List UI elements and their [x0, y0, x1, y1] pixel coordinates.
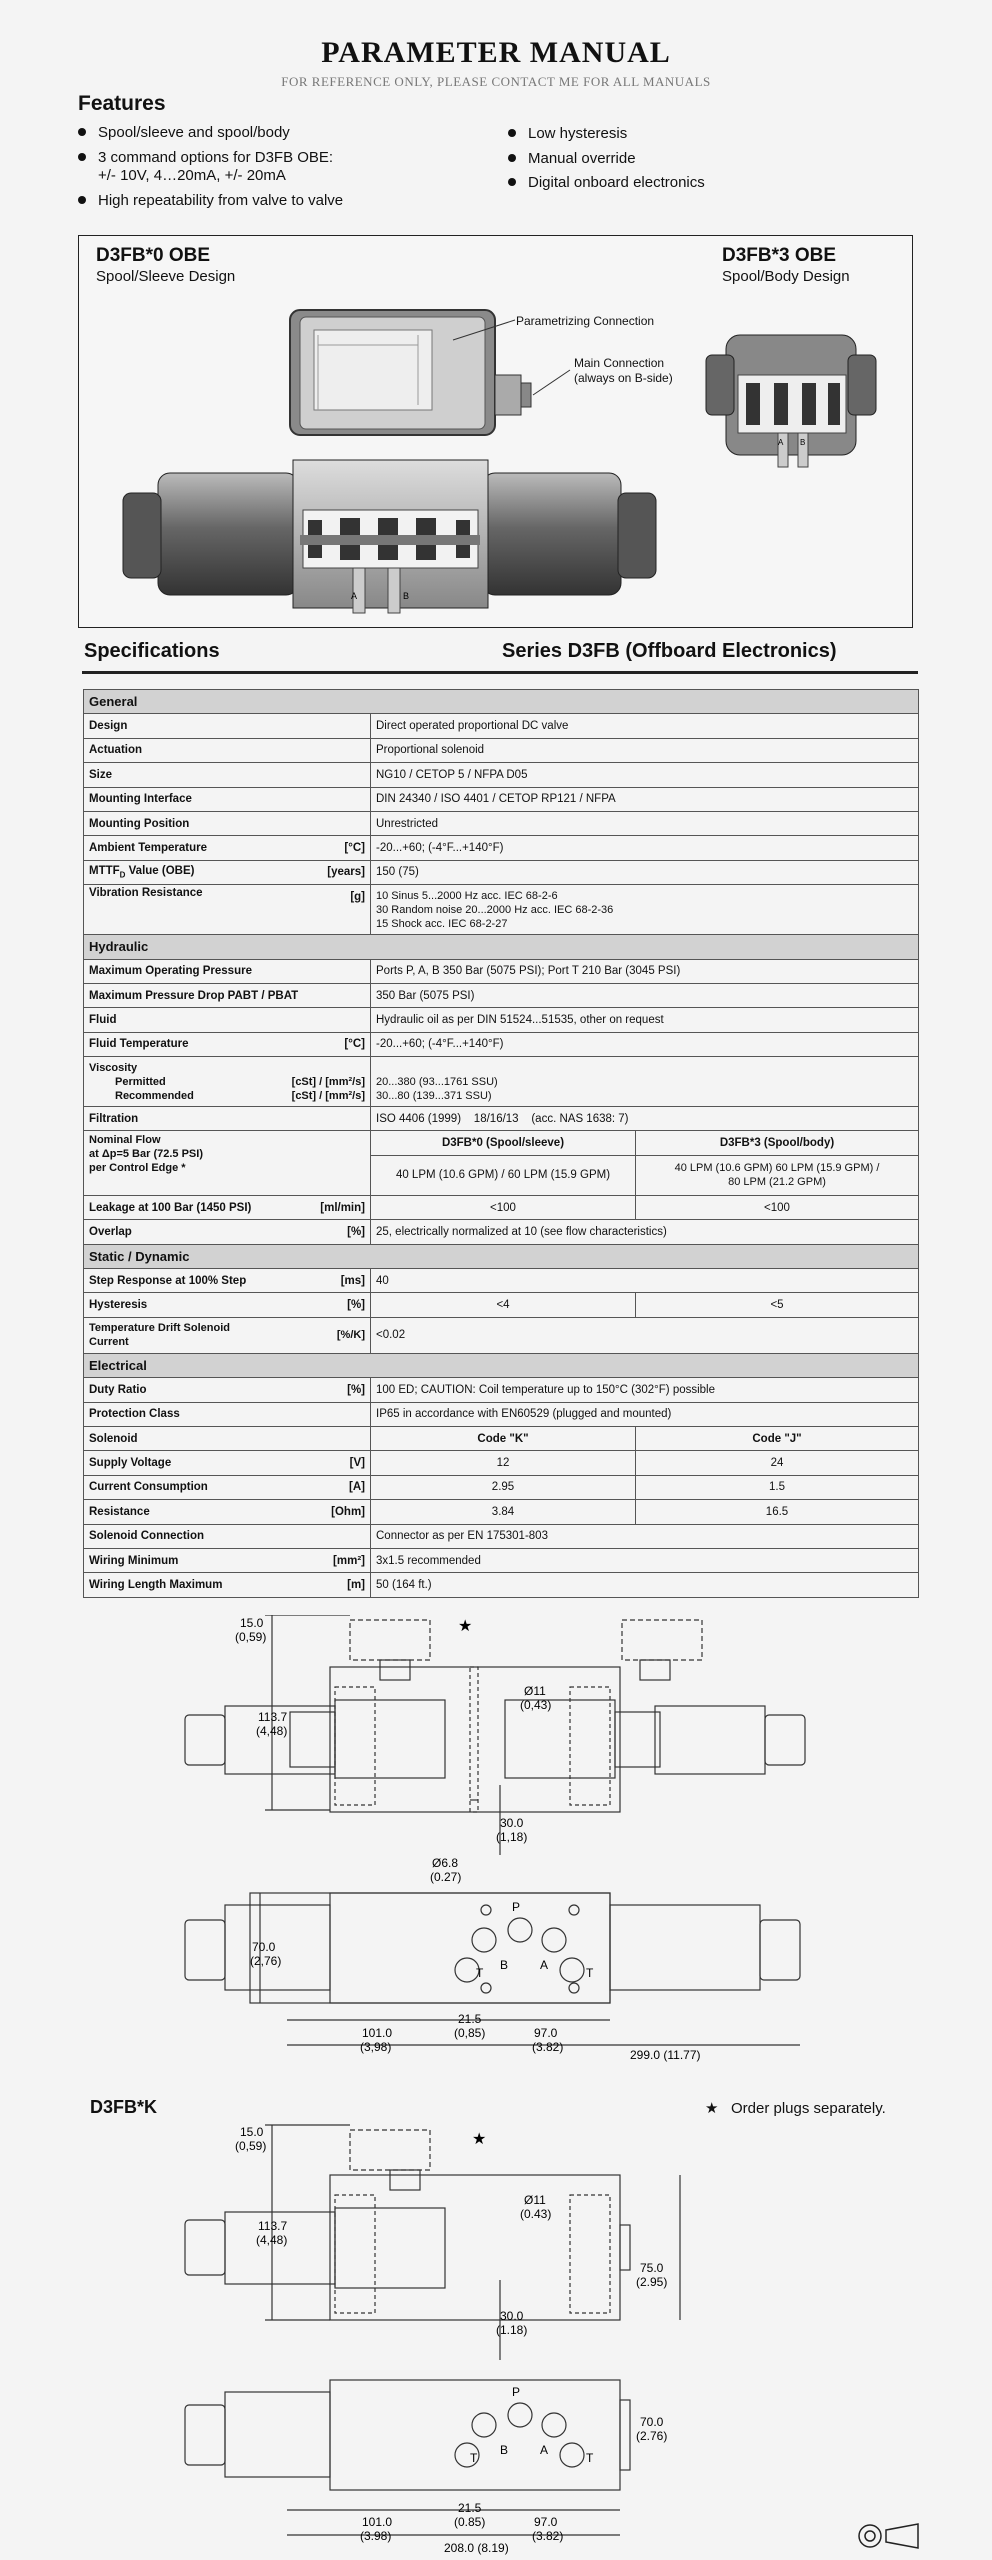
port-t-right: T	[586, 1966, 594, 1980]
port-a: A	[540, 1958, 549, 1972]
dim-30-in: (1,18)	[496, 1830, 528, 1844]
dim-113: 113.7	[258, 1710, 288, 1724]
dim2-215-in: (0.85)	[454, 2515, 486, 2529]
dim2-215: 21.5	[458, 2501, 482, 2515]
dim2-30: 30.0	[500, 2309, 524, 2323]
feature-item: 3 command options for D3FB OBE: +/- 10V, 4…20mA, +/- 20mA	[98, 149, 333, 185]
table-row: Leakage at 100 Bar (1450 PSI) [ml/min] <100 <100	[84, 1195, 919, 1219]
section-general: General	[84, 690, 919, 714]
feature-item: Spool/sleeve and spool/body	[98, 124, 290, 142]
dim-15-in: (0,59)	[235, 1630, 267, 1644]
port-b-label: B	[403, 591, 410, 601]
star-icon: ★	[705, 2100, 719, 2117]
star-icon: ★	[472, 2131, 487, 2148]
dim2-11: Ø11	[524, 2193, 546, 2207]
dim2-70-in: (2.76)	[636, 2429, 668, 2443]
d3fbk-label: D3FB*K	[90, 2097, 158, 2117]
table-row: Nominal Flow at Δp=5 Bar (72.5 PSI) per Control Edge * D3FB*0 (Spool/sleeve) D3FB*3 (Spool/body)	[84, 1131, 919, 1155]
table-row: Ambient Temperature [°C] -20...+60; (-4°F...+140°F)	[84, 836, 919, 860]
star-icon: ★	[458, 1618, 473, 1635]
feature-item: Low hysteresis	[528, 125, 627, 143]
dim-97: 97.0	[534, 2026, 558, 2040]
dim-70-in: (2,76)	[250, 1954, 282, 1968]
page-title: PARAMETER MANUAL	[321, 36, 671, 69]
table-row: Viscosity Permitted [cSt] / [mm²/s] Recommended [cSt] / [mm²/s] 20...380 (93...1761 SSU) 30...80 (139...371 SSU)	[84, 1057, 919, 1107]
table-row: $MTTF_D$ Value (OBE) [years] 150 (75)	[84, 860, 919, 884]
table-row: Solenoid Connection Connector as per EN 175301-803	[84, 1524, 919, 1548]
dim-68: Ø6.8	[432, 1856, 459, 1870]
port-a: A	[540, 2443, 549, 2457]
left-drawing-title: D3FB*0 OBE	[96, 245, 211, 266]
dimension-drawing-2	[0, 2120, 992, 2560]
port-t-left: T	[470, 2451, 478, 2465]
table-row: Wiring Length Maximum [m] 50 (164 ft.)	[84, 1573, 919, 1597]
dim-97-in: (3.82)	[532, 2040, 564, 2054]
section-hydraulic: Hydraulic	[84, 935, 919, 959]
table-row: Fluid Temperature [°C] -20...+60; (-4°F...+140°F)	[84, 1032, 919, 1056]
left-valve-drawing	[123, 310, 656, 613]
dim-215-in: (0,85)	[454, 2026, 486, 2040]
right-valve-drawing	[706, 335, 876, 467]
table-row: 40 LPM (10.6 GPM) / 60 LPM (15.9 GPM) 40 LPM (10.6 GPM) 60 LPM (15.9 GPM) / 80 LPM (21.2 GPM)	[84, 1155, 919, 1195]
dim-101: 101.0	[362, 2026, 393, 2040]
feature-item: Digital onboard electronics	[528, 174, 705, 192]
table-row: Maximum Operating Pressure Ports P, A, B 350 Bar (5075 PSI); Port T 210 Bar (3045 PSI)	[84, 959, 919, 983]
section-rule	[82, 671, 918, 674]
dim-11: Ø11	[524, 1684, 546, 1698]
port-t-right: T	[586, 2451, 594, 2465]
order-note: ★ Order plugs separately.	[705, 2100, 886, 2117]
port-b-label-right: B	[800, 438, 806, 447]
feature-item: High repeatability from valve to valve	[98, 192, 343, 210]
dim2-30-in: (1.18)	[496, 2323, 528, 2337]
dim2-208: 208.0 (8.19)	[444, 2541, 509, 2555]
dim-113-in: (4,48)	[256, 1724, 288, 1738]
dim2-101: 101.0	[362, 2515, 393, 2529]
port-t-left: T	[476, 1966, 484, 1980]
dim2-97: 97.0	[534, 2515, 558, 2529]
dim-215: 21.5	[458, 2012, 482, 2026]
left-drawing-subtitle: Spool/Sleeve Design	[96, 268, 236, 285]
table-row: Duty Ratio [%] 100 ED; CAUTION: Coil temperature up to 150°C (302°F) possible	[84, 1378, 919, 1402]
dim2-97-in: (3.82)	[532, 2529, 564, 2543]
section-static-dynamic: Static / Dynamic	[84, 1244, 919, 1268]
port-p: P	[512, 2385, 521, 2399]
callout-main-connection: Main Connection (always on B-side)	[574, 356, 673, 385]
table-row: Hysteresis [%] <4 <5	[84, 1293, 919, 1317]
table-row: Temperature Drift Solenoid Current [%/K] <0.02	[84, 1317, 919, 1353]
dim-11-in: (0,43)	[520, 1698, 552, 1712]
features-heading: Features	[78, 92, 166, 115]
dim2-113: 113.7	[258, 2219, 288, 2233]
table-row: Size NG10 / CETOP 5 / NFPA D05	[84, 763, 919, 787]
dim-68-in: (0.27)	[430, 1870, 462, 1884]
port-a-label: A	[351, 591, 358, 601]
dim-299: 299.0 (11.77)	[630, 2048, 701, 2062]
table-row: Solenoid Code "K" Code "J"	[84, 1426, 919, 1450]
table-row: Maximum Pressure Drop PABT / PBAT 350 Bar (5075 PSI)	[84, 983, 919, 1007]
spec-table	[83, 689, 919, 1598]
dim2-11-in: (0.43)	[520, 2207, 552, 2221]
table-row: Fluid Hydraulic oil as per DIN 51524...51535, other on request	[84, 1008, 919, 1032]
dim2-75-in: (2.95)	[636, 2275, 668, 2289]
port-p: P	[512, 1900, 521, 1914]
dim2-75: 75.0	[640, 2261, 664, 2275]
series-heading: Series D3FB (Offboard Electronics)	[502, 640, 837, 662]
feature-item: Manual override	[528, 150, 636, 168]
page-subtitle: FOR REFERENCE ONLY, PLEASE CONTACT ME FOR ALL MANUALS	[281, 74, 711, 89]
dim2-15: 15.0	[240, 2125, 264, 2139]
dim2-15-in: (0,59)	[235, 2139, 267, 2153]
table-row: Mounting Interface DIN 24340 / ISO 4401 / CETOP RP121 / NFPA	[84, 787, 919, 811]
section-electrical: Electrical	[84, 1353, 919, 1377]
projection-symbol-icon	[859, 2524, 918, 2548]
table-row: Current Consumption [A] 2.95 1.5	[84, 1475, 919, 1499]
port-b: B	[500, 2443, 509, 2457]
table-row: Overlap [%] 25, electrically normalized at 10 (see flow characteristics)	[84, 1220, 919, 1244]
table-row: Actuation Proportional solenoid	[84, 738, 919, 762]
dim-30: 30.0	[500, 1816, 524, 1830]
valve-illustration	[78, 235, 913, 628]
port-b: B	[500, 1958, 509, 1972]
table-row: Vibration Resistance [g] 10 Sinus 5...2000 Hz acc. IEC 68-2-6 30 Random noise 20...2000 Hz acc. IEC 68-2-36 15 Shock acc. IEC 68-2-27	[84, 885, 919, 935]
port-a-label-right: A	[778, 438, 784, 447]
table-row: Design Direct operated proportional DC valve	[84, 714, 919, 738]
dimension-drawing-1	[0, 1615, 992, 2065]
dim2-113-in: (4,48)	[256, 2233, 288, 2247]
table-row: Mounting Position Unrestricted	[84, 811, 919, 835]
right-drawing-subtitle: Spool/Body Design	[722, 268, 850, 285]
dim2-101-in: (3.98)	[360, 2529, 392, 2543]
table-row: Filtration ISO 4406 (1999) 18/16/13 (acc. NAS 1638: 7)	[84, 1107, 919, 1131]
dim-101-in: (3,98)	[360, 2040, 392, 2054]
callout-parametrizing: Parametrizing Connection	[516, 314, 655, 328]
table-row: Step Response at 100% Step [ms] 40	[84, 1269, 919, 1293]
specifications-heading: Specifications	[84, 640, 220, 662]
right-drawing-title: D3FB*3 OBE	[722, 245, 837, 266]
dim-70: 70.0	[252, 1940, 276, 1954]
table-row: Wiring Minimum [mm²] 3x1.5 recommended	[84, 1548, 919, 1572]
dim-15: 15.0	[240, 1616, 264, 1630]
table-row: Protection Class IP65 in accordance with EN60529 (plugged and mounted)	[84, 1402, 919, 1426]
table-row: Supply Voltage [V] 12 24	[84, 1451, 919, 1475]
dim2-70: 70.0	[640, 2415, 664, 2429]
table-row: Resistance [Ohm] 3.84 16.5	[84, 1500, 919, 1524]
